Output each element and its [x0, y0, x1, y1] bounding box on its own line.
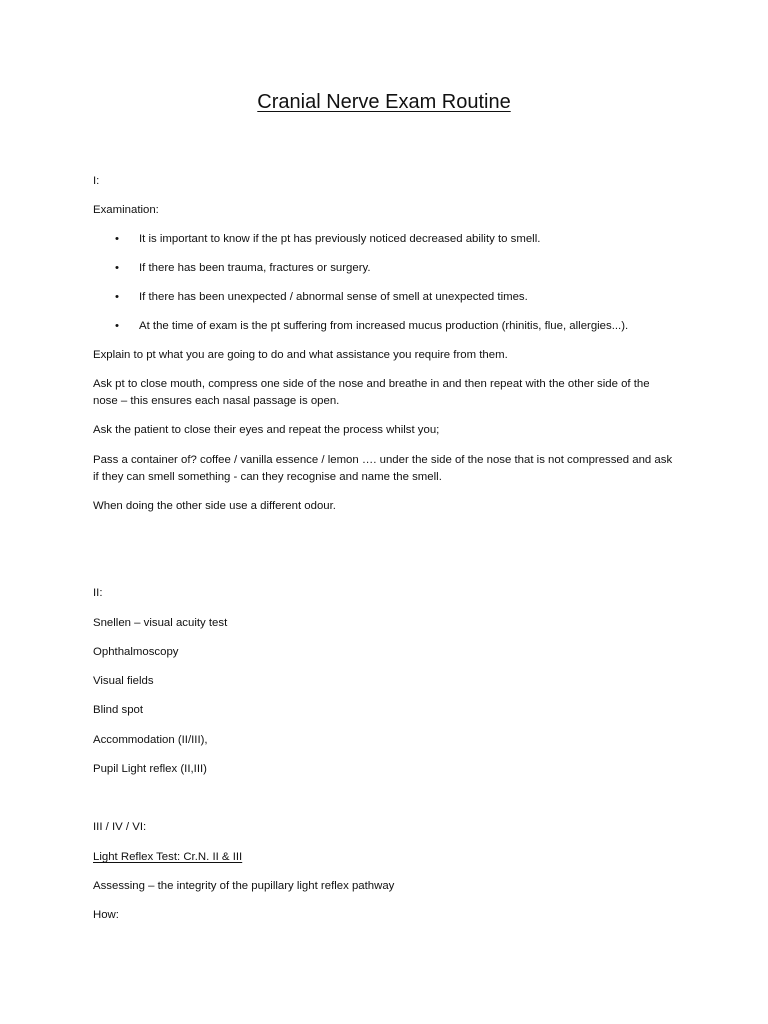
section-1-heading: I: — [93, 175, 100, 187]
list-item: Ophthalmoscopy — [93, 646, 179, 658]
paragraph: Pass a container of? coffee / vanilla essence / lemon …. under the side of the nose that is not compressed and ask if they can smell something - can they recognise and name the smell. — [93, 454, 673, 483]
bullet-marker: • — [115, 262, 119, 274]
bullet-item: It is important to know if the pt has previously noticed decreased ability to smell. — [139, 233, 541, 245]
paragraph: When doing the other side use a different odour. — [93, 500, 336, 512]
bullet-marker: • — [115, 233, 119, 245]
bullet-item: At the time of exam is the pt suffering from increased mucus production (rhinitis, flue, allergies...). — [139, 320, 629, 332]
paragraph: Ask pt to close mouth, compress one side of the nose and breathe in and then repeat with the other side of the nose – this ensures each nasal passage is open. — [93, 378, 650, 407]
how-label: How: — [93, 909, 119, 921]
page-title: Cranial Nerve Exam Routine — [257, 91, 511, 113]
examination-label: Examination: — [93, 204, 159, 216]
bullet-item: If there has been trauma, fractures or surgery. — [139, 262, 371, 274]
list-item: Accommodation (II/III), — [93, 734, 208, 746]
section-3-heading: III / IV / VI: — [93, 821, 147, 833]
bullet-marker: • — [115, 320, 119, 332]
list-item: Blind spot — [93, 704, 144, 716]
paragraph: Assessing – the integrity of the pupillary light reflex pathway — [93, 880, 395, 892]
paragraph: Ask the patient to close their eyes and repeat the process whilst you; — [93, 424, 440, 436]
list-item: Pupil Light reflex (II,III) — [93, 763, 207, 775]
bullet-item: If there has been unexpected / abnormal sense of smell at unexpected times. — [139, 291, 528, 303]
section-2-heading: II: — [93, 587, 103, 599]
bullet-marker: • — [115, 291, 119, 303]
subheading-light-reflex: Light Reflex Test: Cr.N. II & III — [93, 851, 243, 863]
list-item: Snellen – visual acuity test — [93, 617, 228, 629]
paragraph: Explain to pt what you are going to do and what assistance you require from them. — [93, 349, 508, 361]
list-item: Visual fields — [93, 675, 154, 687]
